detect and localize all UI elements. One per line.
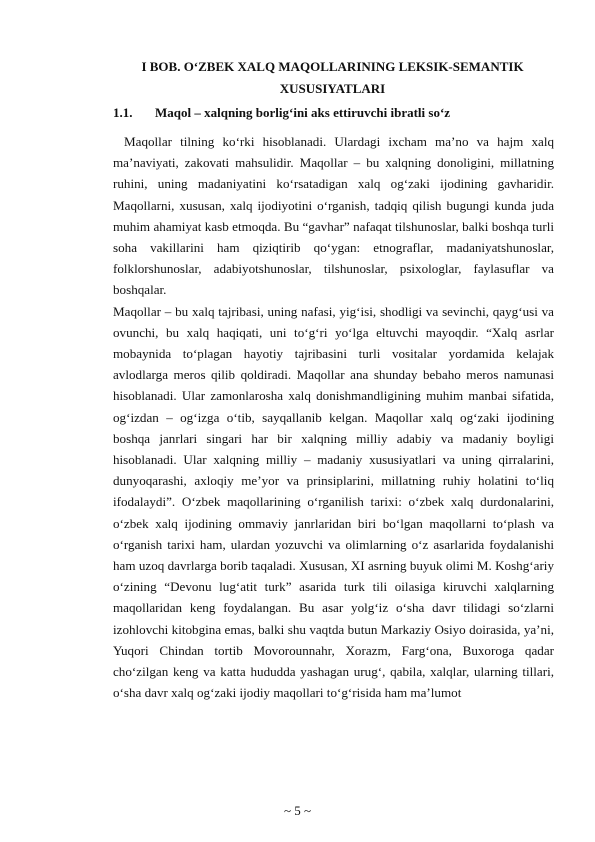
paragraph-1: Maqollar tilning ko‘rki hisoblanadi. Ulardagi ixcham ma’no va hajm xalq ma’naviyati, zakovati mahsulidir. Maqollar – bu xalqning donoligini, millatning ruhini, uning madaniyatini ko‘rsatadigan xalq og‘zaki ijodining gavharidir. Maqollarni, xususan, xalq ijodiyotini o‘rganish, tadqiq qilish bugungi kunda juda muhim ahamiyat kasb etmoqda. Bu “gavhar” nafaqat tilshunoslar, balki boshqa turli soha vakillarini ham qiziqtirib qo‘ygan: etnograflar, madaniyatshunoslar, folklorshunoslar, adabiyotshunoslar, tilshunoslar, psixologlar, faylasuflar va boshqalar. [113, 134, 554, 298]
section-heading [113, 104, 553, 122]
page-number: ~ 5 ~ [283, 803, 312, 818]
section-number: 1.1. [113, 105, 133, 120]
section-title: Maqol – xalqning borlig‘ini aks ettiruvchi ibratli so‘z [155, 105, 451, 120]
chapter-title: I BOB. O‘ZBEK XALQ MAQOLLARINING LEKSIK-SEMANTIK XUSUSIYATLARI [141, 59, 524, 96]
body-text [113, 131, 554, 703]
paragraph-2: Maqollar – bu xalq tajribasi, uning nafasi, yig‘isi, shodligi va sevinchi, qayg‘usi va ovunchi, bu xalq haqiqati, uni to‘g‘ri yo‘lga eltuvchi mayoqdir. “Xalq asrlar mobaynida to‘plagan hayotiy tajribasini turli vositalar yordamida kelajak avlodlarga meros qilib qoldiradi. Maqollar ana shunday bebaho meros namunasi hisoblanadi. Ular zamonlarosha xalq donishmandligining muhim manbai sifatida, og‘izdan – og‘izga o‘tib, sayqallanib kelgan. Maqollar xalq og‘zaki ijodining boshqa janrlari singari har bir xalqning milliy adabiy va madaniy boyligi hisoblanadi. Ular xalqning milliy – madaniy xususiyatlari va uning qirralarini, dunyoqarashi, axloqiy me’yor va prinsiplarini, millatning ruhiy holatini to‘liq ifodalaydi”. O‘zbek maqollarining o‘rganilish tarixi: o‘zbek xalq durdonalarini, o‘zbek xalq ijodining ommaviy janrlaridan biri bo‘lgan maqollarni to‘plash va o‘rganish tarixi ham, ulardan yozuvchi va olimlarning o‘z asarlarida foydalanishi ham uzoq davrlarga borib taqaladi. Xususan, XI asrning buyuk olimi M. Koshg‘ariy o‘zining “Devonu lug‘atit turk” asarida turk tili oilasiga kiruvchi xalqlarning maqollaridan keng foydalangan. Bu asar yolg‘iz o‘sha davr tilidagi so‘zlarni izohlovchi kitobgina emas, balki shu vaqtda butun Markaziy Osiyo doirasida, ya’ni, Yuqori Chindan tortib Movorounnahr, Xorazm, Farg‘ona, Buxoroga qadar cho‘zilgan keng va katta hududda yashagan urug‘, qabila, xalqlar, ularning tillari, o‘sha davr xalq og‘zaki ijodiy maqollari to‘g‘risida ham ma’lumot [113, 303, 554, 701]
